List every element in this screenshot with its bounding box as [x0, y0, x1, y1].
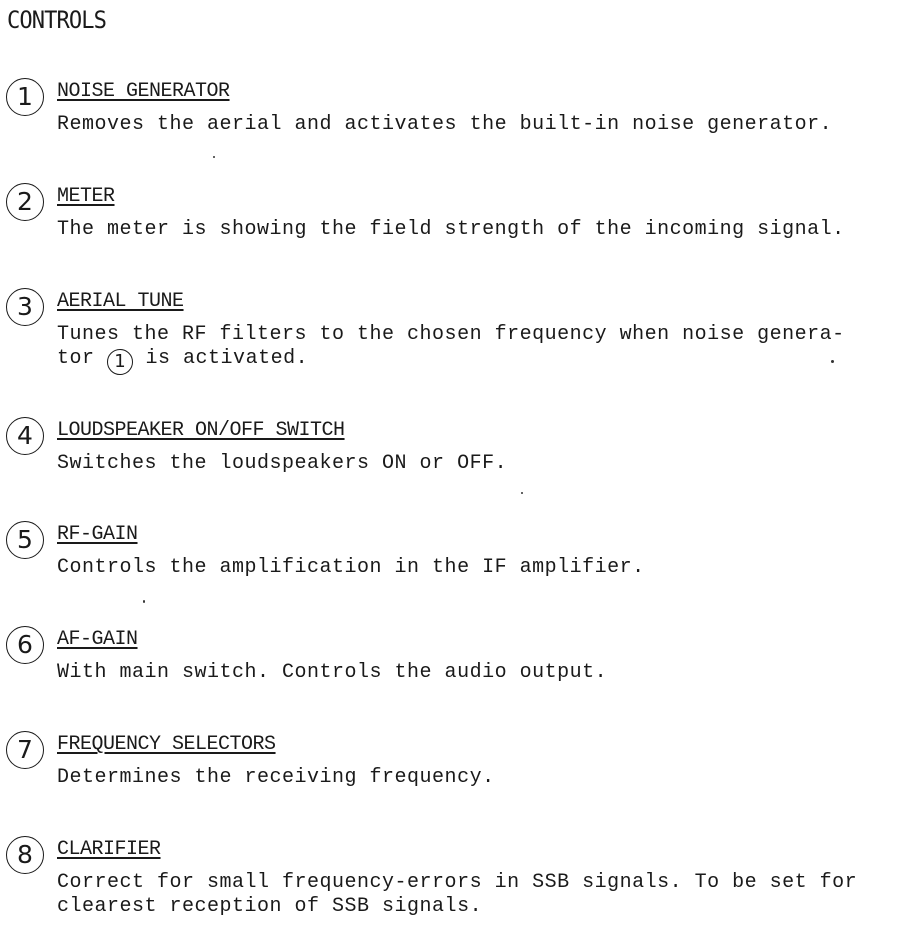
control-description: Removes the aerial and activates the built-in noise generator. [57, 113, 833, 136]
scan-speck [831, 360, 834, 363]
scan-speck [143, 600, 145, 603]
control-heading: RF-GAIN [57, 523, 138, 546]
description-text: tor [57, 347, 95, 370]
number-circle: 6 [6, 626, 44, 664]
number-circle: 7 [6, 731, 44, 769]
control-description: With main switch. Controls the audio output. [57, 661, 608, 684]
number-circle: 5 [6, 521, 44, 559]
control-heading: LOUDSPEAKER ON/OFF SWITCH [57, 419, 345, 442]
control-heading: AF-GAIN [57, 628, 138, 651]
control-description: Tunes the RF filters to the chosen frequency when noise genera- [57, 323, 845, 346]
control-description: Switches the loudspeakers ON or OFF. [57, 452, 508, 475]
reference-circle: 1 [107, 349, 133, 375]
number-circle: 1 [6, 78, 44, 116]
control-heading: FREQUENCY SELECTORS [57, 733, 276, 756]
description-text: is activated. [145, 347, 309, 370]
control-description: The meter is showing the field strength of the incoming signal. [57, 218, 845, 241]
number-circle: 2 [6, 183, 44, 221]
scan-speck [521, 492, 523, 494]
control-description-line-2 [57, 347, 308, 375]
control-description: Determines the receiving frequency. [57, 766, 495, 789]
control-heading: METER [57, 185, 115, 208]
control-description: Correct for small frequency-errors in SSB signals. To be set for [57, 871, 858, 894]
number-circle: 3 [6, 288, 44, 326]
page-title: CONTROLS [7, 6, 106, 34]
control-description-line-2: clearest reception of SSB signals. [57, 895, 483, 918]
number-circle: 8 [6, 836, 44, 874]
scan-speck [213, 156, 215, 158]
control-heading: AERIAL TUNE [57, 290, 184, 313]
number-circle: 4 [6, 417, 44, 455]
control-heading: NOISE GENERATOR [57, 80, 230, 103]
control-description: Controls the amplification in the IF amplifier. [57, 556, 645, 579]
control-heading: CLARIFIER [57, 838, 161, 861]
